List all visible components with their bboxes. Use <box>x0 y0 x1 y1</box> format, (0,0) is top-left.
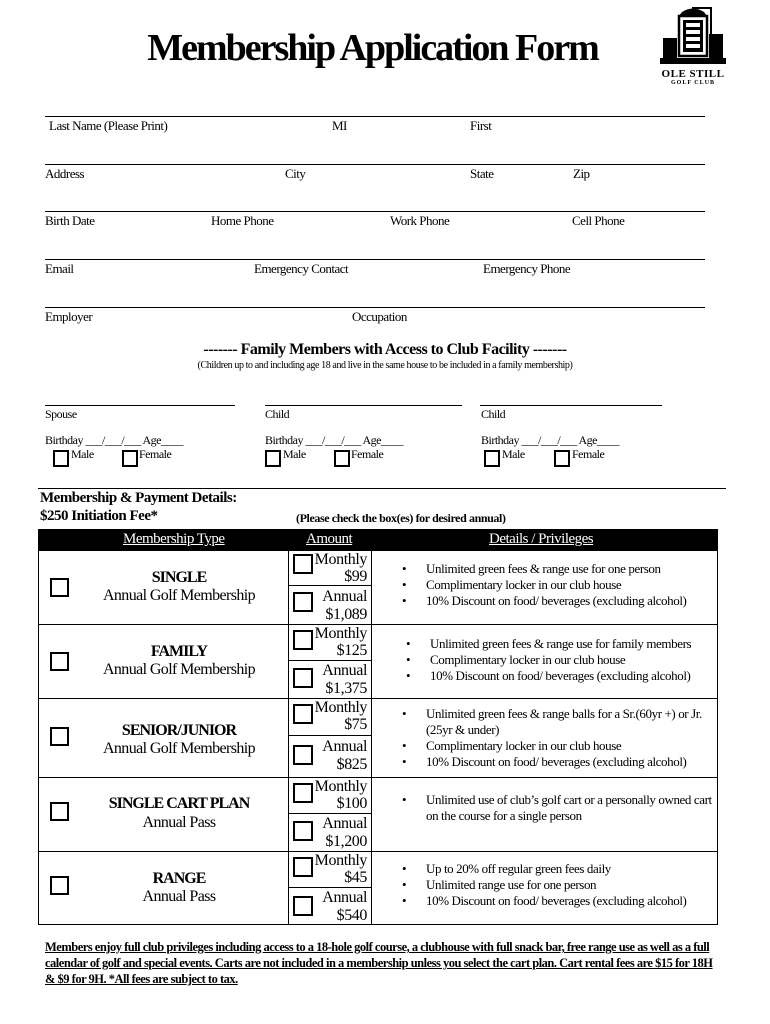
child1-birthday[interactable]: Birthday ___/___/___ Age____ <box>265 433 403 447</box>
family-members-heading: ------- Family Members with Access to Club Facility ------- <box>203 341 567 358</box>
plan-sub-family: Annual Golf Membership <box>102 661 256 678</box>
single-annual-label: Annual <box>322 588 367 605</box>
spouse-female-label: Female <box>139 447 172 461</box>
list-item: • 10% Discount on food/ beverages (excluding alcohol) <box>409 754 719 770</box>
list-item: • Unlimited range use for one person <box>409 877 719 893</box>
senior-junior-monthly-price: $75 <box>344 716 367 733</box>
list-item: • Unlimited green fees & range use for one person <box>409 561 719 577</box>
amount-column-header: Amount <box>306 531 353 547</box>
family-details-list <box>413 636 723 684</box>
child1-female-label: Female <box>351 447 384 461</box>
child2-female-checkbox[interactable] <box>554 450 570 467</box>
spouse-male-label: Male <box>71 447 94 461</box>
row-divider <box>39 698 717 699</box>
state-label: State <box>470 166 494 181</box>
child1-female-checkbox[interactable] <box>334 450 350 467</box>
amount-divider <box>289 813 371 814</box>
plan-sub-single: Annual Golf Membership <box>102 587 256 604</box>
range-monthly-label: Monthly <box>314 852 367 869</box>
payment-heading: Membership & Payment Details: <box>40 490 237 506</box>
single-select-checkbox[interactable] <box>50 578 69 597</box>
list-item: • 10% Discount on food/ beverages (excluding alcohol) <box>409 893 719 909</box>
child1-male-checkbox[interactable] <box>265 450 281 467</box>
single-details-list <box>409 561 719 609</box>
range-annual-price: $540 <box>336 907 367 924</box>
list-item: • Unlimited use of club’s golf cart or a personally owned cart on the course for a single person <box>409 792 719 824</box>
emergency-phone-label: Emergency Phone <box>483 261 571 276</box>
address-line[interactable] <box>45 164 705 165</box>
initiation-fee: $250 Initiation Fee* <box>40 508 158 524</box>
cell-phone-label: Cell Phone <box>572 213 625 228</box>
single-annual-price: $1,089 <box>325 606 367 623</box>
child2-label: Child <box>481 407 506 421</box>
child2-male-checkbox[interactable] <box>484 450 500 467</box>
amount-divider <box>289 585 371 586</box>
cart-annual-label: Annual <box>322 815 367 832</box>
cart-details-list <box>409 792 719 824</box>
list-item: • Complimentary locker in our club house <box>409 577 719 593</box>
zip-label: Zip <box>573 166 590 181</box>
senior-junior-select-checkbox[interactable] <box>50 727 69 746</box>
senior-junior-annual-price: $825 <box>336 756 367 773</box>
cart-monthly-label: Monthly <box>314 778 367 795</box>
range-annual-label: Annual <box>322 889 367 906</box>
membership-table <box>38 529 718 925</box>
emergency-contact-label: Emergency Contact <box>254 261 349 276</box>
spouse-line[interactable] <box>45 405 235 406</box>
cart-monthly-price: $100 <box>336 795 367 812</box>
spouse-birthday[interactable]: Birthday ___/___/___ Age____ <box>45 433 183 447</box>
child2-birthday[interactable]: Birthday ___/___/___ Age____ <box>481 433 619 447</box>
plan-name-range: RANGE <box>152 870 206 887</box>
amount-divider <box>289 660 371 661</box>
child1-line[interactable] <box>265 405 462 406</box>
cart-annual-price: $1,200 <box>325 833 367 850</box>
senior-junior-annual-label: Annual <box>322 738 367 755</box>
type-column-header: Membership Type <box>123 531 225 547</box>
plan-name-family: FAMILY <box>150 643 208 660</box>
section-divider <box>38 488 726 489</box>
list-item: • Up to 20% off regular green fees daily <box>409 861 719 877</box>
spouse-label: Spouse <box>45 407 77 421</box>
family-members-note: (Children up to and including age 18 and live in the same house to be included in a family membership) <box>197 360 573 371</box>
column-divider <box>371 551 372 924</box>
family-annual-price: $1,375 <box>325 680 367 697</box>
check-instruction: (Please check the box(es) for desired annual) <box>296 511 506 525</box>
child1-label: Child <box>265 407 290 421</box>
list-item: • Unlimited green fees & range use for family members <box>413 636 723 652</box>
range-details-list <box>409 861 719 909</box>
single-monthly-price: $99 <box>344 568 367 585</box>
plan-sub-senior-junior: Annual Golf Membership <box>102 740 256 757</box>
employer-line[interactable] <box>45 307 705 308</box>
plan-sub-range: Annual Pass <box>142 888 216 905</box>
mi-label: MI <box>332 118 347 133</box>
first-label: First <box>470 118 492 133</box>
home-phone-label: Home Phone <box>211 213 274 228</box>
email-line[interactable] <box>45 259 705 260</box>
list-item: • 10% Discount on food/ beverages (excluding alcohol) <box>413 668 723 684</box>
details-column-header: Details / Privileges <box>489 531 594 547</box>
single-monthly-label: Monthly <box>314 551 367 568</box>
row-divider <box>39 624 717 625</box>
last-name-label: Last Name (Please Print) <box>49 118 168 133</box>
plan-sub-cart: Annual Pass <box>142 814 216 831</box>
logo-subtitle: GOLF CLUB <box>671 80 715 86</box>
plan-name-cart: SINGLE CART PLAN <box>108 795 250 812</box>
senior-junior-monthly-label: Monthly <box>314 699 367 716</box>
amount-divider <box>289 887 371 888</box>
list-item: • Complimentary locker in our club house <box>413 652 723 668</box>
list-item: • Complimentary locker in our club house <box>409 738 719 754</box>
family-monthly-label: Monthly <box>314 625 367 642</box>
cart-plan-select-checkbox[interactable] <box>50 802 69 821</box>
spouse-female-checkbox[interactable] <box>122 450 138 467</box>
plan-name-senior-junior: SENIOR/JUNIOR <box>121 722 237 739</box>
child1-male-label: Male <box>283 447 306 461</box>
list-item: • Unlimited green fees & range balls for a Sr.(60yr +) or Jr.(25yr & under) <box>409 706 719 738</box>
child2-female-label: Female <box>572 447 605 461</box>
membership-footer-note: Members enjoy full club privileges including access to a 18-hole golf course, a clubhouse with full snack bar, free range use as well as a full calendar of golf and special events. Carts are not included in a membership unless you select the cart plan. Cart rental fees are $15 for 18H & $9 for 9H. *All fees are subject to tax. <box>45 940 713 986</box>
family-select-checkbox[interactable] <box>50 652 69 671</box>
work-phone-label: Work Phone <box>390 213 450 228</box>
table-header <box>39 530 717 551</box>
logo-name: OLE STILL <box>661 68 725 80</box>
name-line[interactable] <box>45 116 705 117</box>
list-item: • 10% Discount on food/ beverages (excluding alcohol) <box>409 593 719 609</box>
plan-name-single: SINGLE <box>151 569 207 586</box>
occupation-label: Occupation <box>352 309 407 324</box>
employer-label: Employer <box>45 309 93 324</box>
spouse-male-checkbox[interactable] <box>53 450 69 467</box>
family-annual-label: Annual <box>322 662 367 679</box>
column-divider <box>288 551 289 924</box>
family-monthly-price: $125 <box>336 642 367 659</box>
email-label: Email <box>45 261 74 276</box>
address-label: Address <box>45 166 85 181</box>
row-divider <box>39 851 717 852</box>
row-divider <box>39 777 717 778</box>
amount-divider <box>289 735 371 736</box>
child2-line[interactable] <box>480 405 662 406</box>
range-select-checkbox[interactable] <box>50 876 69 895</box>
range-monthly-price: $45 <box>344 869 367 886</box>
city-label: City <box>285 166 306 181</box>
phone-line[interactable] <box>45 211 705 212</box>
page-title: Membership Application Form <box>147 27 598 69</box>
senior-junior-details-list <box>409 706 719 770</box>
birth-date-label: Birth Date <box>45 213 95 228</box>
child2-male-label: Male <box>502 447 525 461</box>
